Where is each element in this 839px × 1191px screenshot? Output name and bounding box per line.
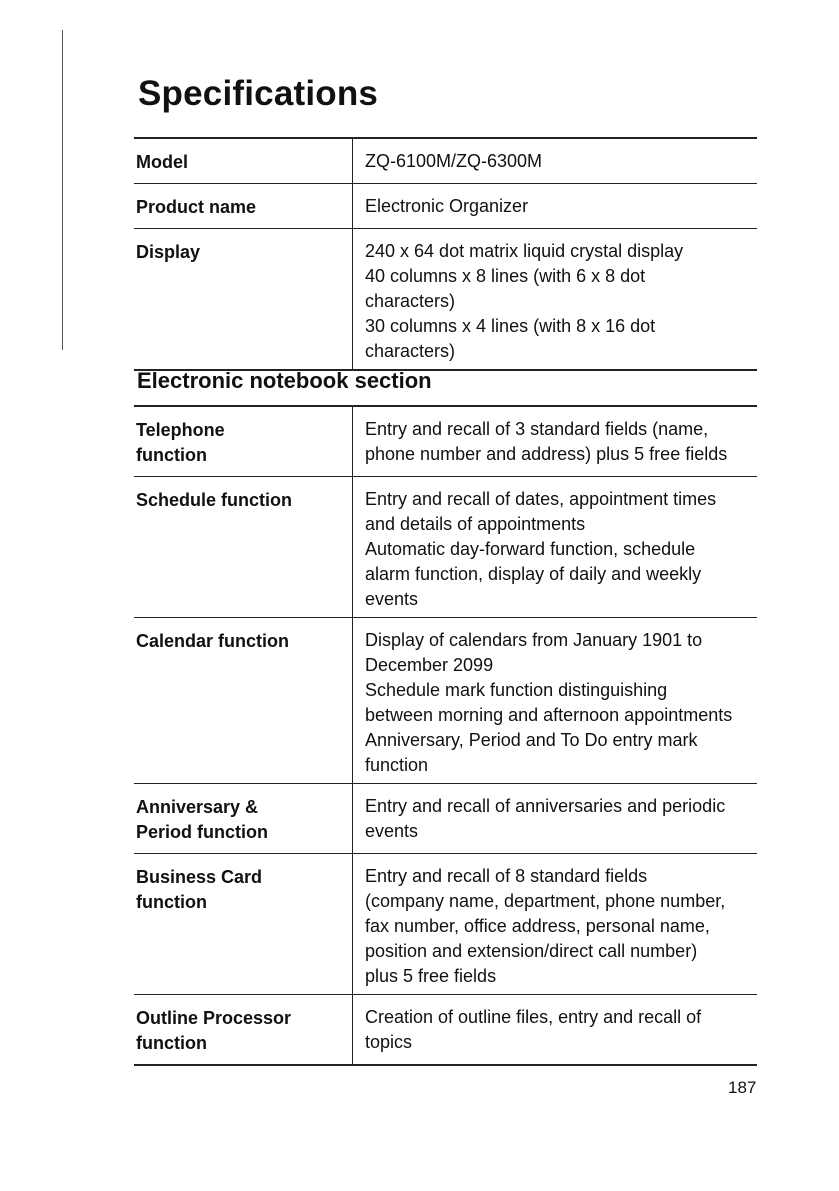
spec-value: Entry and recall of anniversaries and periodic events — [353, 784, 758, 854]
spec-value: 240 x 64 dot matrix liquid crystal display 40 columns x 8 lines (with 6 x 8 dot characters) 30 columns x 4 lines (with 8 x 16 dot characters) — [353, 229, 758, 371]
spec-label: Model — [136, 152, 188, 172]
section-title: Electronic notebook section — [137, 368, 432, 393]
spec-label: Anniversary & Period function — [136, 797, 268, 842]
spec-row-schedule — [134, 477, 757, 618]
spec-label: Schedule function — [136, 490, 293, 510]
spec-row-display — [134, 229, 757, 371]
spec-label: Business Card function — [136, 867, 263, 912]
general-spec-table — [134, 137, 757, 371]
notebook-spec-table — [134, 405, 757, 1066]
spec-row-product-name — [134, 184, 757, 229]
spec-row-anniversary — [134, 784, 757, 854]
spec-value: Creation of outline files, entry and recall of topics — [353, 995, 758, 1066]
spec-label: Calendar function — [136, 631, 290, 651]
spec-value: Entry and recall of dates, appointment times and details of appointments Automatic day-forward function, schedule alarm function, display of daily and weekly events — [353, 477, 758, 618]
spec-label: Product name — [136, 197, 257, 217]
spec-label: Telephone function — [136, 420, 225, 465]
binding-margin-line — [62, 30, 63, 350]
spec-value: Electronic Organizer — [353, 184, 758, 229]
spec-row-outline-processor — [134, 995, 757, 1066]
spec-label: Outline Processor function — [136, 1008, 292, 1053]
spec-value: Entry and recall of 8 standard fields (company name, department, phone number, fax number, office address, personal name, position and extension/direct call number) plus 5 free fields — [353, 854, 758, 995]
spec-row-calendar — [134, 618, 757, 784]
spec-row-business-card — [134, 854, 757, 995]
page-number: 187 — [728, 1078, 757, 1097]
spec-value: Entry and recall of 3 standard fields (name, phone number and address) plus 5 free fields — [353, 406, 758, 477]
spec-row-model — [134, 138, 757, 184]
page-title: Specifications — [138, 74, 379, 113]
spec-row-telephone — [134, 406, 757, 477]
spec-value: ZQ-6100M/ZQ-6300M — [353, 138, 758, 184]
spec-label: Display — [136, 242, 201, 262]
spec-value: Display of calendars from January 1901 to December 2099 Schedule mark function distinguishing between morning and afternoon appointments Anniversary, Period and To Do entry mark function — [353, 618, 758, 784]
